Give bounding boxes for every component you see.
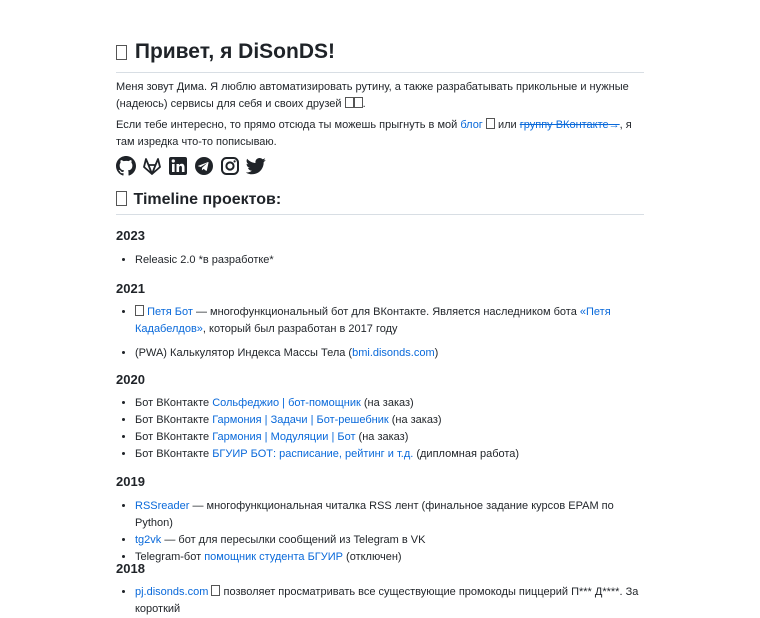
vk-group-link[interactable]: группу ВКонтакте (519, 119, 609, 131)
list-item (135, 304, 644, 338)
rss-desc: — многофункциональная читалка RSS лент (финальное задание курсов EPAM по Python) (135, 500, 614, 529)
tgbot-suffix: (отключен) (342, 551, 402, 563)
timeline-heading (116, 189, 644, 215)
linkedin-icon[interactable] (168, 156, 188, 176)
timeline-title: Timeline проектов: (133, 191, 282, 208)
instagram-icon[interactable] (220, 156, 240, 176)
list-2021 (116, 304, 644, 362)
list-item (135, 498, 644, 532)
year-heading-2021: 2021 (116, 281, 145, 296)
year-heading-2023: 2023 (116, 228, 145, 243)
harmony-modulation-bot-link[interactable]: Гармония | Модуляции | Бот (212, 431, 356, 443)
student-helper-link[interactable]: помощник студента БГУИР (204, 551, 343, 563)
intro-text: Меня зовут Дима. Я люблю автоматизировать рутину, а также разрабатывать прикольные и нужные (надеюсь) сервисы для себя и своих друзей (116, 81, 629, 110)
list-item: • Releasic 2.0 *в разработке* (135, 252, 644, 269)
emoji-icon (354, 97, 363, 108)
twitter-icon[interactable] (246, 156, 266, 176)
bot-prefix: Бот ВКонтакте (135, 448, 213, 460)
pj-link[interactable]: pj.disonds.com (135, 586, 209, 598)
wave-emoji-icon (116, 45, 127, 60)
bot-prefix: Бот ВКонтакте (135, 431, 213, 443)
list-item (135, 446, 644, 463)
petya-bot-link[interactable]: Петя Бот (147, 306, 193, 318)
links-suffix: , я там изредка что-то пописываю. (116, 119, 632, 148)
petya-desc: — многофункциональный бот для ВКонтакте. Является наследником бота (192, 306, 580, 318)
list-item (135, 584, 644, 618)
list-2023 (116, 252, 644, 269)
list-2019 (116, 498, 644, 566)
pj-desc: позволяет просматривать все существующие промокоды пиццерий П*** Д****. За короткий (135, 586, 639, 615)
year-heading-2019: 2019 (116, 474, 145, 489)
list-2020 (116, 395, 644, 463)
social-icons (116, 156, 266, 178)
page-title (116, 38, 644, 73)
page-title-text: Привет, я DiSonDS! (134, 40, 335, 63)
blog-emoji-icon (486, 118, 495, 129)
petya-desc-2: , который был разработан в 2017 году (202, 323, 398, 335)
list-item (135, 412, 644, 429)
list-2018 (116, 584, 644, 618)
bot-prefix: Бот ВКонтакте (135, 397, 213, 409)
vk-arrow-icon[interactable]: → (608, 119, 620, 131)
pwa-close: ) (434, 347, 439, 359)
tg2vk-link[interactable]: tg2vk (135, 534, 162, 546)
item-suffix: (на заказ) (360, 397, 414, 409)
list-item (135, 395, 644, 412)
timeline-emoji-icon (116, 191, 127, 206)
tg2vk-desc: — бот для пересылки сообщений из Telegram в VK (161, 534, 426, 546)
links-paragraph (116, 117, 644, 151)
year-heading-2020: 2020 (116, 372, 145, 387)
year-heading-2018: 2018 (116, 561, 145, 576)
list-item (135, 549, 644, 566)
links-or: или (497, 119, 517, 131)
gitlab-icon[interactable] (142, 156, 162, 176)
tgbot-prefix: Telegram-бот (135, 551, 205, 563)
list-item (135, 532, 644, 549)
list-item (135, 429, 644, 446)
links-prefix: Если тебе интересно, то прямо отсюда ты можешь прыгнуть в мой (116, 119, 458, 131)
list-item (135, 345, 644, 362)
item-suffix: (дипломная работа) (413, 448, 520, 460)
item-suffix: (на заказ) (388, 414, 442, 426)
emoji-icon (345, 97, 354, 108)
bsuir-bot-link[interactable]: БГУИР БОТ: расписание, рейтинг и т.д. (212, 448, 414, 460)
rssreader-link[interactable]: RSSreader (135, 500, 190, 512)
petya-kadabeldov-link[interactable]: «Петя Кадабелдов» (135, 306, 611, 335)
bot-prefix: Бот ВКонтакте (135, 414, 213, 426)
item-suffix: (на заказ) (355, 431, 409, 443)
solfeggio-bot-link[interactable]: Сольфеджио | бот-помощник (212, 397, 361, 409)
bmi-link[interactable]: bmi.disonds.com (352, 347, 435, 359)
telegram-icon[interactable] (194, 156, 214, 176)
pwa-text: (PWA) Калькулятор Индекса Массы Тела ( (135, 347, 353, 359)
robot-emoji-icon (135, 305, 144, 316)
harmony-tasks-bot-link[interactable]: Гармония | Задачи | Бот-решебник (212, 414, 389, 426)
intro-paragraph: Меня зовут Дима. Я люблю автоматизировать рутину, а также разрабатывать прикольные и нужные (надеюсь) сервисы для себя и своих друзей . (116, 81, 629, 110)
blog-link[interactable]: блог (460, 119, 483, 131)
github-icon[interactable] (116, 156, 136, 176)
